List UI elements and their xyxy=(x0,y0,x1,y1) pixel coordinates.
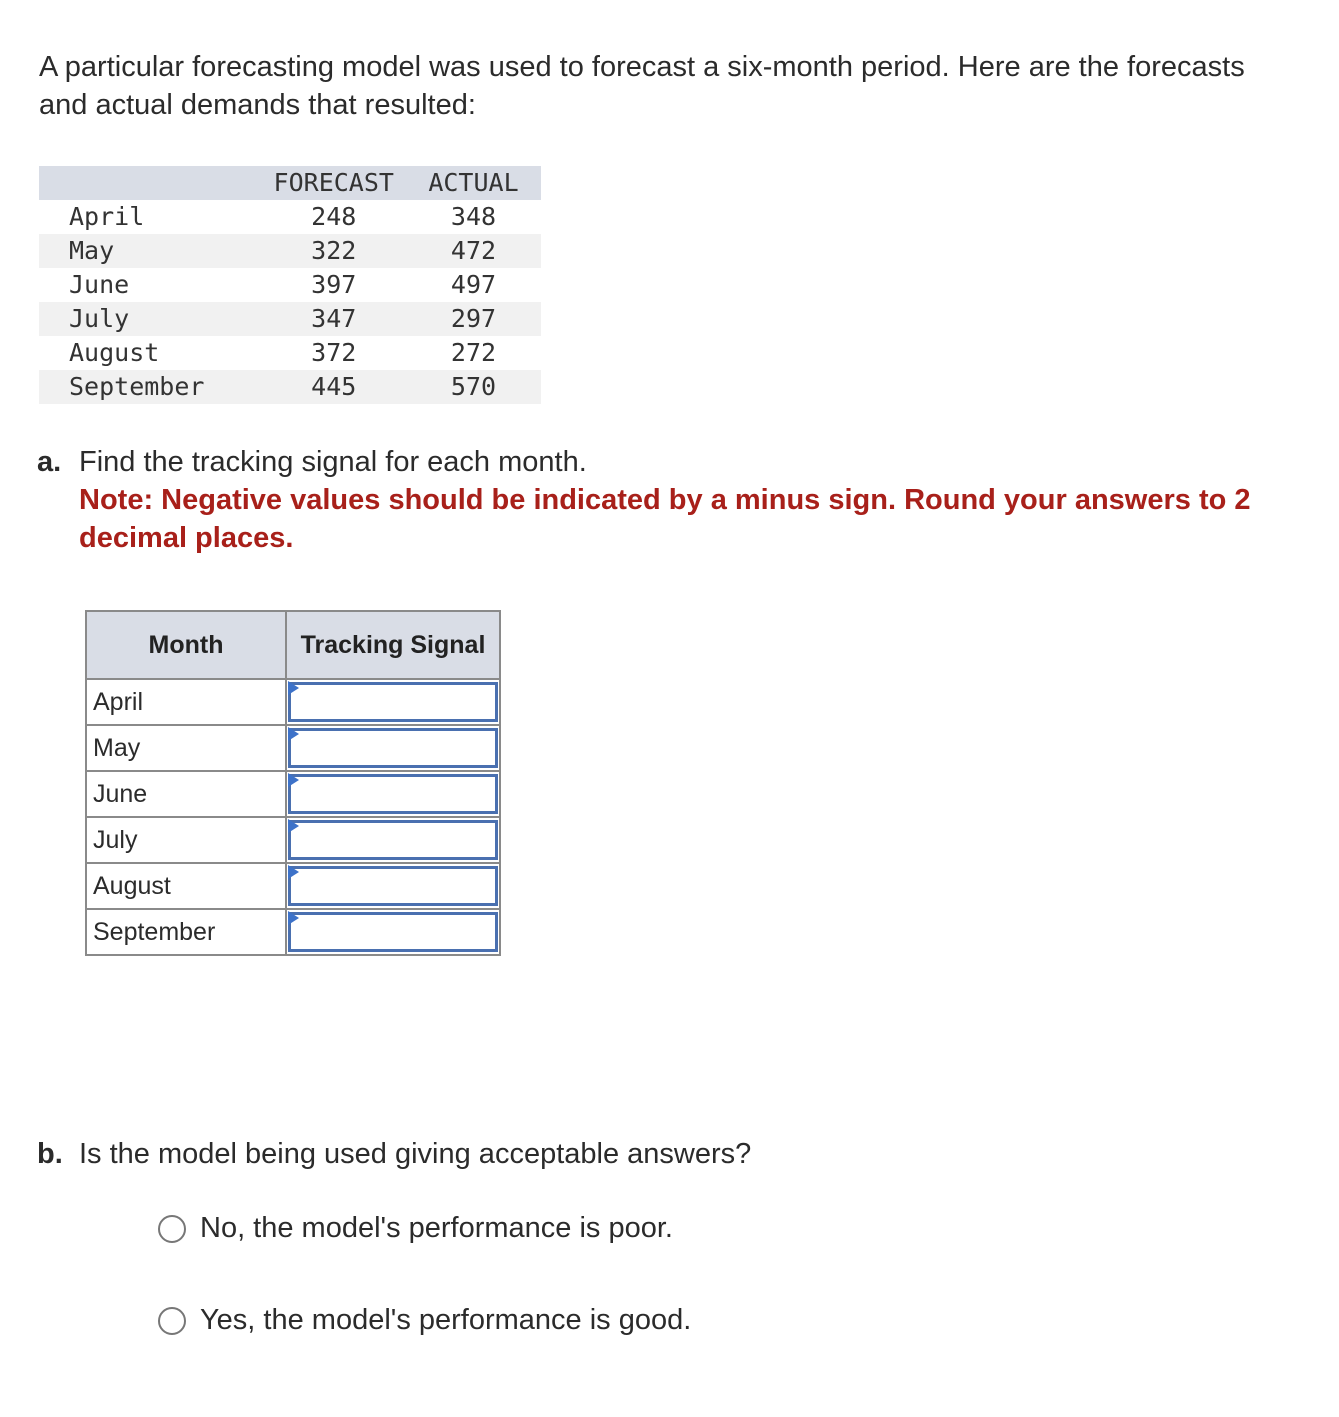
part-a xyxy=(37,443,1277,557)
tracking-signal-input-september[interactable] xyxy=(288,912,498,952)
part-b-label: b. xyxy=(37,1138,63,1170)
data-month: September xyxy=(69,372,205,401)
part-a-label: a. xyxy=(37,446,62,478)
tracking-signal-input-july[interactable] xyxy=(288,820,498,860)
flag-icon xyxy=(288,911,299,925)
radio-button[interactable] xyxy=(158,1307,186,1335)
data-row xyxy=(39,370,541,404)
flag-icon xyxy=(288,727,299,741)
answer-cell xyxy=(286,771,500,817)
part-b xyxy=(37,1135,1277,1173)
data-forecast: 248 xyxy=(311,202,357,231)
data-actual: 497 xyxy=(450,270,497,299)
data-actual: 570 xyxy=(450,372,497,401)
answer-cell xyxy=(286,725,500,771)
answer-cell xyxy=(286,909,500,955)
answer-month: August xyxy=(86,863,286,909)
answer-month: June xyxy=(86,771,286,817)
answer-row xyxy=(86,725,500,771)
data-forecast: 322 xyxy=(311,236,357,265)
problem-intro: A particular forecasting model was used to forecast a six-month period. Here are the forecasts and actual demands that resulted: xyxy=(39,51,1245,121)
data-row xyxy=(39,234,541,268)
answer-month: May xyxy=(86,725,286,771)
tracking-signal-input-august[interactable] xyxy=(288,866,498,906)
forecast-data-table xyxy=(39,166,541,404)
part-b-question: Is the model being used giving acceptable answers? xyxy=(79,1138,752,1170)
data-month: May xyxy=(69,236,115,265)
data-table-header-row xyxy=(39,166,541,200)
answer-row xyxy=(86,863,500,909)
option-no-poor[interactable] xyxy=(158,1212,673,1245)
flag-icon xyxy=(288,681,299,695)
data-actual: 348 xyxy=(450,202,497,231)
data-row xyxy=(39,302,541,336)
header-actual: ACTUAL xyxy=(428,168,519,197)
flag-icon xyxy=(288,819,299,833)
data-actual: 297 xyxy=(450,304,497,333)
data-forecast: 445 xyxy=(311,372,357,401)
flag-icon xyxy=(288,773,299,787)
part-a-question-line xyxy=(37,443,1277,481)
answer-cell xyxy=(286,863,500,909)
data-month: August xyxy=(69,338,160,367)
tracking-signal-input-april[interactable] xyxy=(288,682,498,722)
data-month: July xyxy=(69,304,130,333)
data-forecast: 372 xyxy=(311,338,357,367)
option-yes-good[interactable] xyxy=(158,1304,691,1337)
tracking-signal-table xyxy=(85,610,501,956)
answer-header-tracking-signal: Tracking Signal xyxy=(286,611,500,679)
header-month xyxy=(39,166,272,200)
data-forecast: 397 xyxy=(311,270,357,299)
data-actual: 472 xyxy=(450,236,497,265)
tracking-signal-input-may[interactable] xyxy=(288,728,498,768)
data-forecast: 347 xyxy=(311,304,357,333)
option-label: No, the model's performance is poor. xyxy=(200,1212,673,1244)
part-a-question: Find the tracking signal for each month. xyxy=(79,446,587,478)
answer-month: September xyxy=(86,909,286,955)
answer-header-month: Month xyxy=(86,611,286,679)
answer-row xyxy=(86,817,500,863)
answer-cell xyxy=(286,679,500,725)
answer-month: July xyxy=(86,817,286,863)
header-forecast: FORECAST xyxy=(273,168,394,197)
data-month: April xyxy=(69,202,145,231)
data-month: June xyxy=(69,270,130,299)
data-row xyxy=(39,200,541,234)
tracking-signal-input-june[interactable] xyxy=(288,774,498,814)
answer-month: April xyxy=(86,679,286,725)
part-a-note: Note: Negative values should be indicated by a minus sign. Round your answers to 2 decimal places. xyxy=(79,484,1251,554)
data-row xyxy=(39,336,541,370)
answer-cell xyxy=(286,817,500,863)
answer-row xyxy=(86,909,500,955)
flag-icon xyxy=(288,865,299,879)
radio-button[interactable] xyxy=(158,1215,186,1243)
answer-header-row xyxy=(86,611,500,679)
option-label: Yes, the model's performance is good. xyxy=(200,1304,692,1336)
data-row xyxy=(39,268,541,302)
data-actual: 272 xyxy=(450,338,497,367)
answer-row xyxy=(86,679,500,725)
answer-row xyxy=(86,771,500,817)
